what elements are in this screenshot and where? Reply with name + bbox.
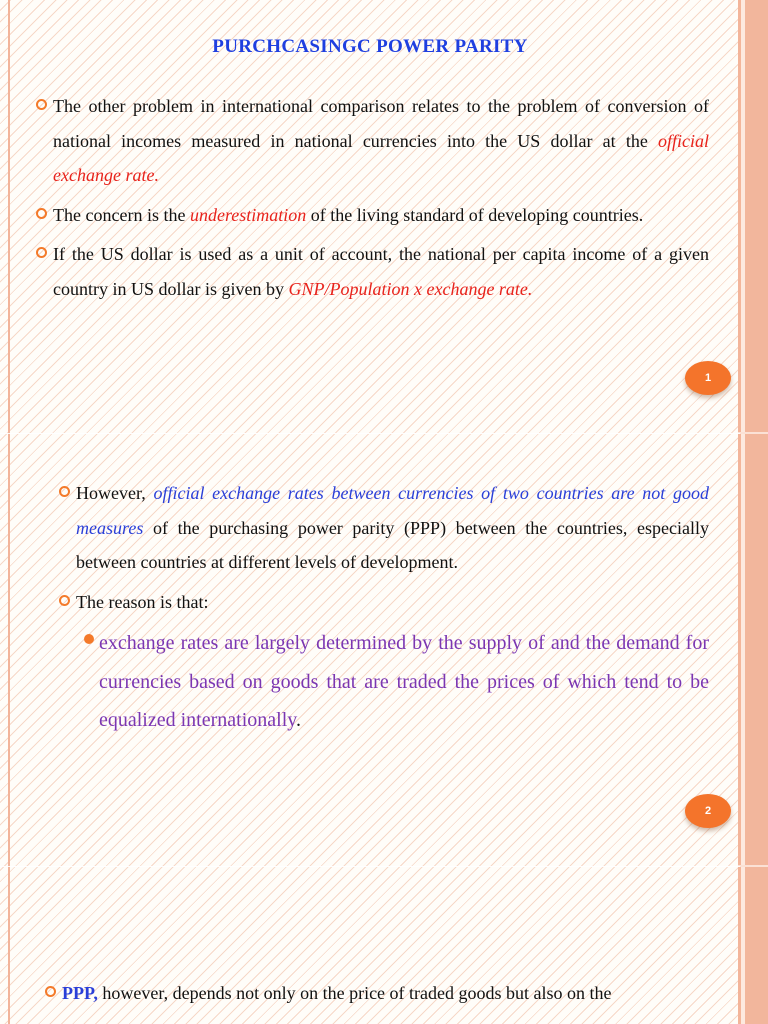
- slide-1: [0, 0, 768, 433]
- highlight-text: PPP,: [62, 983, 98, 1003]
- bullet-list: [62, 976, 712, 1011]
- highlight-text: official exchange rate.: [53, 130, 709, 185]
- ring-bullet-icon: [59, 486, 70, 497]
- page-number-badge: 2: [685, 794, 731, 828]
- ring-bullet-icon: [36, 247, 47, 258]
- highlight-text: GNP/Population x exchange rate.: [288, 278, 533, 299]
- sub-bullet-list: [99, 624, 709, 740]
- slide-3: [0, 866, 768, 1024]
- filled-bullet-icon: [84, 634, 94, 644]
- bullet-item: If the US dollar is used as a unit of account, the national per capita income of a given country in US dollar is given by GNP/Population x exchange rate.: [53, 237, 709, 306]
- slide-title: PURCHCASINGC POWER PARITY: [212, 36, 528, 57]
- slide-2: [0, 433, 768, 866]
- highlight-text: underestimation: [189, 204, 307, 225]
- bullet-item: The other problem in international comparison relates to the problem of conversion of national incomes measured in national currencies into the US dollar at the official exchange rate.: [53, 89, 709, 193]
- ring-bullet-icon: [36, 208, 47, 219]
- ring-bullet-icon: [59, 595, 70, 606]
- page-number-badge: 1: [685, 361, 731, 395]
- bullet-list: [76, 476, 709, 619]
- bullet-item: The concern is the underestimation of the living standard of developing countries.: [53, 198, 709, 233]
- bullet-item: The reason is that:: [76, 585, 709, 620]
- bullet-list: [53, 89, 709, 306]
- ring-bullet-icon: [36, 99, 47, 110]
- highlight-text: official exchange rates between currencies of two countries are not good measures: [76, 483, 709, 538]
- bullet-item: However, official exchange rates between currencies of two countries are not good measures of the purchasing power parity (PPP) between the countries, especially between countries at different levels of development.: [76, 476, 709, 580]
- sub-bullet-item: exchange rates are largely determined by the supply of and the demand for currencies based on goods that are traded the prices of which tend to be equalized internationally.: [99, 624, 709, 740]
- bullet-item: PPP, however, depends not only on the price of traded goods but also on the: [62, 976, 712, 1011]
- ring-bullet-icon: [45, 986, 56, 997]
